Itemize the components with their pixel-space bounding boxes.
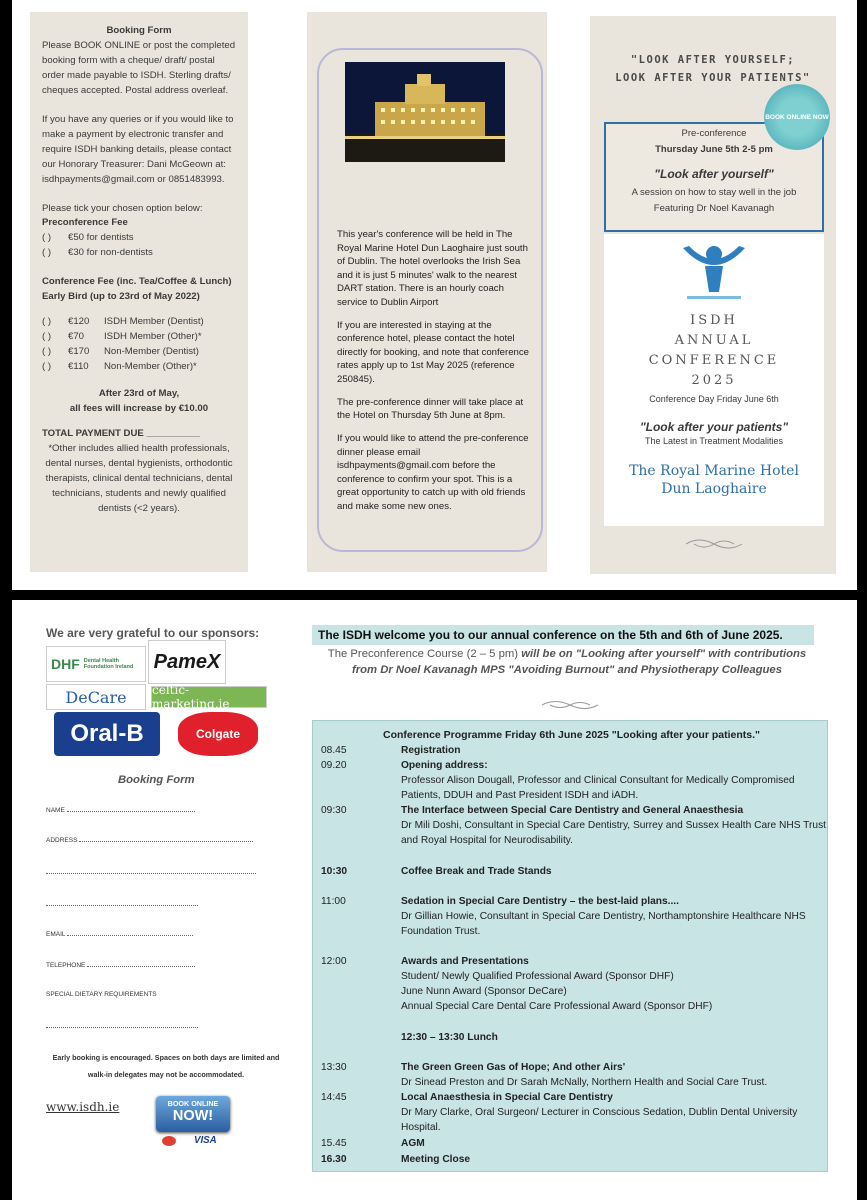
website-link[interactable]: www.isdh.ie (46, 1100, 120, 1114)
venue-panel (307, 12, 547, 572)
total-payment: TOTAL PAYMENT DUE __________ (42, 427, 200, 439)
programme-title-text: Opening address: (401, 760, 488, 771)
name-field[interactable]: NAME (46, 806, 195, 814)
hotel-name: The Royal Marine Hotel (629, 462, 799, 479)
dietary-field[interactable]: SPECIAL DIETARY REQUIREMENTS (46, 991, 157, 998)
early-booking-note: Early booking is encouraged. Spaces on both days are limited and walk-in delegates may not be accommodated. (52, 1053, 280, 1079)
telephone-field[interactable]: TELEPHONE (46, 961, 195, 969)
early-bird-label: Early Bird (up to 23rd of May 2022) (42, 291, 200, 303)
conf-fee-option[interactable]: ( ) €120 ISDH Member (Dentist) (42, 316, 204, 328)
pre-featuring: Featuring Dr Noel Kavanagh (653, 202, 775, 214)
pre-desc: A session on how to stay well in the job (631, 186, 797, 198)
dhf-logo: DHF Dental Health Foundation Ireland (46, 646, 146, 682)
programme-detail: Dr Mary Clarke, Oral Surgeon/ Lecturer in Conscious Sedation, Dublin Dental University Hospital. (401, 1107, 798, 1134)
after-may-note: After 23rd of May, (98, 388, 180, 400)
conference-info-box (604, 234, 824, 526)
programme-time: 13:30 (321, 1062, 347, 1073)
programme-body (401, 954, 831, 1014)
programme-title: Conference Programme Friday 6th June 2025 "Looking after your patients." (383, 729, 760, 741)
programme-body (401, 1152, 831, 1167)
programme-body (401, 758, 831, 803)
welcome-banner: The ISDH welcome you to our annual conference on the 5th and 6th of June 2025. (312, 625, 814, 645)
pamex-logo: PameX (148, 640, 226, 684)
programme-box (312, 720, 828, 1172)
conf-fee-option[interactable]: ( ) €110 Non-Member (Other)* (42, 361, 197, 373)
programme-detail: Dr Gillian Howie, Consultant in Special Care Dentistry, Northamptonshire Healthcare NHS Foundation Trust. (401, 911, 806, 938)
programme-title-text: Local Anaesthesia in Special Care Dentistry (401, 1092, 613, 1103)
conf-fee-option[interactable]: ( ) €70 ISDH Member (Other)* (42, 331, 202, 343)
pre-fee-option[interactable]: ( ) €50 for dentists (42, 232, 134, 244)
hotel-location: Dun Laoghaire (661, 481, 767, 498)
pre-fee-option[interactable]: ( ) €30 for non-dentists (42, 247, 153, 259)
programme-title-text: Sedation in Special Care Dentistry – the best-laid plans.... (401, 896, 679, 907)
booking-form-title: Booking Form (118, 774, 195, 786)
preconference-subtitle: The Preconference Course (2 – 5 pm) will be on "Looking after yourself" with contributions from Dr Noel Kavanagh MPS "Avoiding Burnout" and Physiotherapy Colleagues (327, 648, 807, 677)
address-field[interactable]: ADDRESS (46, 836, 253, 844)
decare-logo: DeCare (46, 684, 146, 710)
pre-title: "Look after yourself" (654, 167, 774, 182)
ornament-icon (684, 534, 744, 554)
programme-title-text: The Interface between Special Care Dentistry and General Anaesthesia (401, 805, 744, 816)
conference-label: CONFERENCE (648, 353, 780, 369)
booking-intro: Please BOOK ONLINE or post the completed booking form with a cheque/ draft/ postal order made payable to ISDH. Sterling drafts/ cheques accepted. Postal address overleaf. (42, 39, 236, 96)
booking-panel (30, 12, 248, 572)
programme-title-text: The Green Green Gas of Hope; And other Airs' (401, 1062, 626, 1073)
programme-time: 12:00 (321, 956, 347, 967)
programme-time: 11:00 (321, 896, 346, 907)
isdh-logo-icon (679, 242, 749, 302)
address-line-3[interactable] (46, 900, 198, 908)
booking-title: Booking Form (106, 25, 172, 36)
programme-time: 09.20 (321, 760, 347, 771)
book-online-button[interactable]: BOOK ONLINE NOW! (156, 1096, 230, 1132)
pre-date: Thursday June 5th 2-5 pm (655, 144, 773, 156)
programme-time: 08.45 (321, 745, 347, 756)
stay-paragraph: If you are interested in staying at the conference hotel, please contact the hotel directly for booking, and note that conference rates apply up to 1st May 2025 (reference 250845). (337, 319, 529, 386)
address-line-2[interactable] (46, 868, 256, 876)
programme-time: 09:30 (321, 805, 347, 816)
programme-time: 16.30 (321, 1154, 347, 1165)
programme-body (401, 894, 831, 939)
programme-body (401, 803, 831, 848)
programme-detail: Student/ Newly Qualified Professional Award (Sponsor DHF) June Nunn Award (Sponsor DeCare) Annual Special Care Dental Care Professional Award (Sponsor DHF) (401, 971, 713, 1013)
programme-title-text: Coffee Break and Trade Stands (401, 866, 552, 877)
conf-fee-label: Conference Fee (inc. Tea/Coffee & Lunch) (42, 276, 232, 288)
conf-title: "Look after your patients" (639, 419, 789, 434)
venue-paragraph: This year's conference will be held in The Royal Marine Hotel Dun Laoghaire just south of Dublin. The hotel overlooks the Irish Sea and it is just 5 minutes' walk to the nearest DART station. There is an hourly coach service to Dublin Airport (337, 229, 528, 309)
programme-title-text: Meeting Close (401, 1154, 471, 1165)
conf-fee-option[interactable]: ( ) €170 Non-Member (Dentist) (42, 346, 199, 358)
programme-body (401, 864, 831, 879)
other-note: *Other includes allied health professionals, dental nurses, dental hygienists, orthodontic therapists, clinical dental technicians, dental technicians, students and newly qualified dentists (<2 years). (45, 442, 233, 514)
programme-detail: Professor Alison Dougall, Professor and Clinical Consultant for Medically Compromised Patients, DDUH and Past President ISDH and iADH. (401, 775, 795, 802)
dietary-line-2[interactable] (46, 1022, 198, 1030)
cover-quote: "LOOK AFTER YOURSELF; LOOK AFTER YOUR PATIENTS" (615, 54, 811, 84)
colgate-logo: Colgate (178, 712, 258, 756)
programme-title-text: Registration (401, 745, 461, 756)
visa-icon: VISA (194, 1135, 217, 1146)
fee-increase-note: all fees will increase by €10.00 (69, 403, 209, 415)
sponsors-title: We are very grateful to our sponsors: (46, 626, 260, 640)
oralb-logo: Oral-B (54, 712, 160, 756)
tick-label: Please tick your chosen option below: (42, 202, 203, 214)
hotel-photo (345, 62, 505, 162)
programme-body (401, 1060, 831, 1090)
programme-title-text: 12:30 – 13:30 Lunch (401, 1032, 498, 1043)
venue-text (337, 228, 533, 523)
ornament-icon (540, 696, 600, 714)
attend-paragraph: If you would like to attend the pre-conference dinner please email isdhpayments@gmail.com before the conference to confirm your spot. This is a great opportunity to catch up with old friends and make some new ones. (337, 432, 529, 512)
programme-detail: Dr Mili Doshi, Consultant in Special Care Dentistry, Surrey and Sussex Health Care NHS Trust and Royal Hospital for Neurodisability. (401, 820, 827, 847)
cover-panel (590, 16, 836, 574)
programme-body (401, 1136, 831, 1151)
programme-time: 14:45 (321, 1092, 347, 1103)
programme-title-text: Awards and Presentations (401, 956, 529, 967)
brochure-outer-side (12, 0, 857, 590)
programme-time: 15.45 (321, 1138, 347, 1149)
annual-label: ANNUAL (674, 333, 754, 349)
programme-body (401, 743, 831, 758)
year-label: 2025 (691, 373, 737, 389)
brochure-inner-side (12, 600, 857, 1200)
programme-detail: Dr Sinead Preston and Dr Sarah McNally, Northern Health and Social Care Trust. (401, 1077, 768, 1089)
programme-time: 10:30 (321, 866, 348, 877)
isdh-label: ISDH (690, 313, 738, 328)
queries-text: If you have any queries or if you would like to make a payment by electronic transfer and require ISDH banking details, please contact our Honorary Treasurer: Dani McGeown at: isdhpayments@gmail.com or 0851483993. (42, 113, 234, 185)
programme-body (401, 1090, 831, 1135)
programme-title-text: AGM (401, 1138, 425, 1149)
dinner-paragraph: The pre-conference dinner will take place at the Hotel on Thursday 5th June at 8pm. (337, 396, 524, 422)
conf-day: Conference Day Friday June 6th (649, 393, 779, 404)
programme-body (401, 1030, 831, 1045)
email-field[interactable]: EMAIL (46, 930, 193, 938)
pre-fee-label: Preconference Fee (42, 217, 128, 229)
book-online-badge[interactable]: BOOK ONLINE NOW (764, 84, 830, 150)
mastercard-icon (162, 1136, 176, 1146)
celtic-logo: celtic-marketing.ie (151, 686, 267, 708)
conf-sub: The Latest in Treatment Modalities (644, 435, 784, 446)
pre-label: Pre-conference (681, 128, 747, 139)
